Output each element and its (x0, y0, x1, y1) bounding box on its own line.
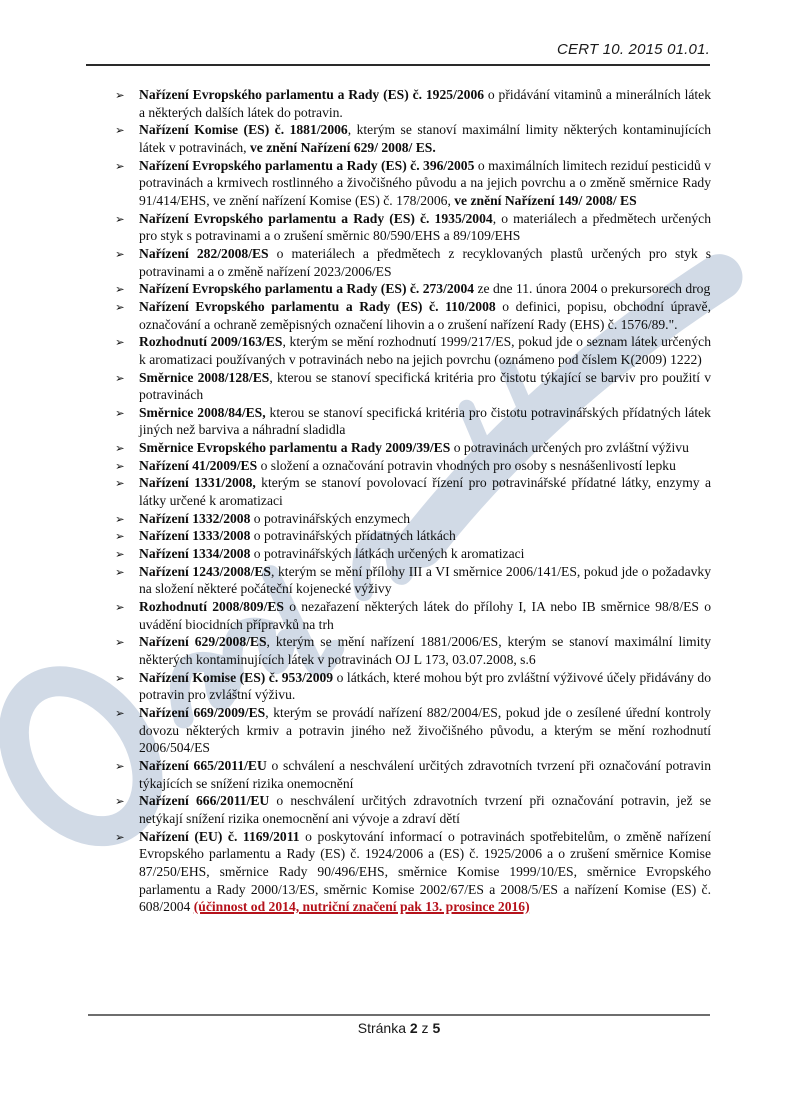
list-item-text (139, 281, 710, 296)
list-item (114, 474, 711, 509)
arrow-bullet-icon: ➢ (115, 794, 125, 809)
list-item (114, 704, 711, 757)
list-item-text (139, 758, 711, 791)
list-item-text (139, 370, 711, 403)
regulation-description: Stránka (357, 1020, 410, 1036)
regulation-name: Nařízení Evropského parlamentu a Rady (ES) č. 396/2005 (139, 157, 475, 173)
arrow-bullet-icon: ➢ (115, 564, 125, 579)
list-item-text (139, 475, 711, 508)
list-item (114, 369, 711, 404)
list-item (114, 157, 711, 210)
regulation-name: Nařízení 1331/2008, (139, 475, 256, 491)
list-item-text (139, 670, 711, 703)
arrow-bullet-icon: ➢ (115, 370, 125, 385)
regulation-description: kterým se stanoví povolovací řízení pro potravinářské přídatné látky, enzymy a látky určené k aromatizaci (139, 475, 711, 509)
regulation-description: kterou se stanoví specifická kritéria pro čistotu potravinářských přídatných látek jiných než barviva a náhradní sladidla (139, 404, 711, 438)
list-item-text (139, 458, 676, 473)
regulation-description: o látkách, které mohou být pro zvláštní výživové účely přidávány do potravin pro zvláštní výživu. (139, 669, 711, 703)
regulation-description: , kterým se provádí nařízení 882/2004/ES, pokud jde o zesílené úřední kontroly dovozu některých krmiv a potravin jiného než živočišného původu, a kterým se mění rozhodnutí 2006/504/ES (139, 704, 711, 756)
regulation-name: Nařízení 41/2009/ES (139, 457, 258, 473)
list-item (114, 792, 711, 827)
list-item (114, 527, 711, 545)
regulation-description: z (417, 1020, 433, 1036)
regulation-name: Nařízení Komise (ES) č. 953/2009 (139, 669, 334, 685)
regulation-description: o složení a označování potravin vhodných pro osoby s nesnášenlivostí lepku (257, 457, 676, 473)
regulation-name: Nařízení Komise (ES) č. 1881/2006 (139, 122, 348, 138)
arrow-bullet-icon: ➢ (115, 600, 125, 615)
list-item (114, 563, 711, 598)
arrow-bullet-icon: ➢ (115, 335, 125, 350)
list-item (114, 457, 711, 475)
list-item-text (139, 440, 689, 455)
regulation-name: Nařízení 669/2009/ES (139, 704, 266, 720)
list-item (114, 404, 711, 439)
regulation-name: Nařízení Evropského parlamentu a Rady (ES) č. 110/2008 (139, 298, 496, 314)
list-item-text (139, 564, 711, 597)
arrow-bullet-icon: ➢ (115, 123, 125, 138)
regulation-description: o potravinářských přídatných látkách (250, 528, 456, 544)
regulation-name: Nařízení Evropského parlamentu a Rady (ES) č. 273/2004 (139, 281, 475, 297)
list-item (114, 545, 711, 563)
regulation-description: o potravinách určených pro zvláštní výživu (450, 440, 689, 456)
regulation-name: Nařízení 1334/2008 (139, 546, 251, 562)
list-item-text (139, 299, 711, 332)
regulation-description: o poskytování informací o potravinách spotřebitelům, o změně nařízení Evropského parlamentu a Rady (ES) č. 1924/2006 a (ES) č. 1925/2006 a o zrušení směrnice Komise 87/250/EHS, směrnice Rady 90/496/EHS, směrnice Komise 1999/10/ES, směrnice Evropského parlamentu a Rady 2000/13/ES, směrnic Komise 2002/67/ES a 2008/5/ES a nařízení Komise (ES) č. 608/2004 (139, 828, 711, 915)
arrow-bullet-icon: ➢ (115, 299, 125, 314)
list-item (114, 245, 711, 280)
regulation-name: Nařízení Evropského parlamentu a Rady (ES) č. 1925/2006 (139, 87, 485, 102)
regulation-name: 5 (432, 1020, 441, 1036)
list-item (114, 280, 711, 298)
regulation-name: Nařízení 629/2008/ES (139, 634, 267, 650)
regulation-description: o materiálech a předmětech z recyklovaných plastů určených pro styk s potravinami a o změně nařízení 2023/2006/ES (139, 245, 711, 279)
regulation-description: o potravinářských enzymech (250, 510, 411, 526)
list-item-text (139, 793, 711, 826)
arrow-bullet-icon: ➢ (115, 458, 125, 473)
arrow-bullet-icon: ➢ (115, 405, 125, 420)
list-item-text (139, 599, 711, 632)
regulation-name: 2 (409, 1020, 418, 1036)
regulation-name: Nařízení 1333/2008 (139, 528, 251, 544)
regulation-name: Nařízení 665/2011/EU (139, 757, 267, 773)
list-item (114, 210, 711, 245)
list-item (114, 598, 711, 633)
list-item-text (139, 405, 711, 438)
list-item-text (139, 829, 711, 915)
arrow-bullet-icon: ➢ (115, 705, 125, 720)
regulation-name: Směrnice Evropského parlamentu a Rady 2009/39/ES (139, 440, 451, 456)
list-item (114, 333, 711, 368)
list-item-text (139, 634, 711, 667)
regulation-description: , kterým se stanoví maximální limity některých kontaminujících látek v potravinách, (139, 122, 711, 155)
list-item-text (139, 511, 410, 526)
regulation-description: o maximálních limitech reziduí pesticidů v potravinách a krmivech rostlinného a živočišného původu a na jejich povrchu a o změně směrnice Rady 91/414/EHS, ve znění nařízení Komise (ES) č. 178/2006, (139, 157, 711, 208)
header-divider (86, 64, 710, 66)
page-number (88, 1020, 710, 1036)
regulation-name: Nařízení 666/2011/EU (139, 793, 270, 809)
list-item-text (139, 528, 456, 543)
list-item (114, 86, 711, 121)
regulation-description: o přidávání vitaminů a minerálních látek a některých dalších látek do potravin. (139, 87, 711, 120)
list-item-text (139, 158, 711, 208)
arrow-bullet-icon: ➢ (115, 88, 125, 102)
regulation-description: , kterým se mění nařízení 1881/2006/ES, kterým se stanoví maximální limity některých kontaminujících látek v potravinách OJ L 173, 03.07.2008, s.6 (139, 634, 711, 667)
arrow-bullet-icon: ➢ (115, 758, 125, 773)
footer-divider (88, 1014, 710, 1016)
list-item (114, 633, 711, 668)
list-item-text (139, 211, 711, 244)
regulation-name: Nařízení 1332/2008 (139, 510, 251, 526)
regulation-description: o neschválení určitých zdravotních tvrzení při označování potravin, jež se netýkají snížení rizika onemocnění ani vývoje a zdraví dětí (139, 793, 711, 826)
regulation-description: o definici, popisu, obchodní úpravě, označování a ochraně zeměpisných označení lihovin a o zrušení nařízení Rady (EHS) č. 1576/89.". (139, 298, 711, 332)
regulation-name: Rozhodnutí 2009/163/ES (139, 334, 283, 350)
arrow-bullet-icon: ➢ (115, 511, 125, 526)
arrow-bullet-icon: ➢ (115, 670, 125, 685)
arrow-bullet-icon: ➢ (115, 441, 125, 456)
regulation-description: , kterou se stanoví specifická kritéria pro čistotu týkající se barviv pro použití v potravinách (139, 369, 711, 403)
regulation-name: Nařízení (EU) č. 1169/2011 (139, 828, 300, 844)
regulation-name: Rozhodnutí 2008/809/ES (139, 599, 284, 615)
page-header: CERT 10. 2015 01.01. (557, 41, 710, 58)
regulation-description: , kterým se mění přílohy III a VI směrnice 2006/141/ES, pokud jde o požadavky na složení některé počáteční kojenecké výživy (139, 563, 711, 597)
regulation-description: o nezařazení některých látek do přílohy I, IA nebo IB směrnice 98/8/ES o uvádění biocidních přípravků na trh (139, 599, 711, 632)
arrow-bullet-icon: ➢ (115, 547, 125, 562)
regulation-name: ve znění Nařízení 629/ 2008/ ES. (249, 139, 436, 155)
regulation-name: Nařízení Evropského parlamentu a Rady (ES) č. 1935/2004 (139, 210, 493, 226)
list-item-text (139, 546, 524, 561)
list-item-text (139, 87, 711, 120)
arrow-bullet-icon: ➢ (115, 211, 125, 226)
list-item (114, 828, 711, 916)
list-item-text (139, 122, 711, 155)
regulation-name: ve znění Nařízení 149/ 2008/ ES (454, 192, 637, 208)
list-item-text (139, 246, 711, 279)
regulation-description: , o materiálech a předmětech určených pro styk s potravinami a o zrušení směrnic 80/590/EHS a 89/109/EHS (139, 210, 711, 244)
list-item (114, 439, 711, 457)
regulation-name: Nařízení 1243/2008/ES (139, 563, 271, 579)
list-item (114, 669, 711, 704)
regulation-description: , kterým se mění rozhodnutí 1999/217/ES, pokud jde o seznam látek určených k aromatizaci používaných v potravinách nebo na jejich povrchu (oznámeno pod číslem K(2009) 1222) (139, 334, 711, 367)
list-item (114, 757, 711, 792)
regulation-name: Nařízení 282/2008/ES (139, 245, 269, 261)
arrow-bullet-icon: ➢ (115, 829, 125, 844)
arrow-bullet-icon: ➢ (115, 282, 125, 297)
regulation-description: o schválení a neschválení určitých zdravotních tvrzení při označování potravin týkajících se snížení rizika onemocnění (139, 757, 711, 791)
list-item (114, 298, 711, 333)
regulation-description: o potravinářských látkách určených k aromatizaci (250, 546, 525, 562)
regulation-description: ze dne 11. února 2004 o prekursorech drog (474, 281, 711, 297)
regulation-list (114, 86, 711, 916)
list-item (114, 510, 711, 528)
regulation-name: Směrnice 2008/84/ES, (139, 404, 266, 420)
arrow-bullet-icon: ➢ (115, 635, 125, 650)
arrow-bullet-icon: ➢ (115, 246, 125, 261)
highlighted-note-text: (účinnost od 2014, nutriční značení pak 13. prosince 2016) (193, 899, 530, 915)
arrow-bullet-icon: ➢ (115, 158, 125, 173)
arrow-bullet-icon: ➢ (115, 529, 125, 544)
list-item-text (139, 705, 711, 755)
list-item-text (139, 334, 711, 367)
arrow-bullet-icon: ➢ (115, 476, 125, 491)
list-item (114, 121, 711, 156)
regulation-name: Směrnice 2008/128/ES (139, 369, 270, 385)
